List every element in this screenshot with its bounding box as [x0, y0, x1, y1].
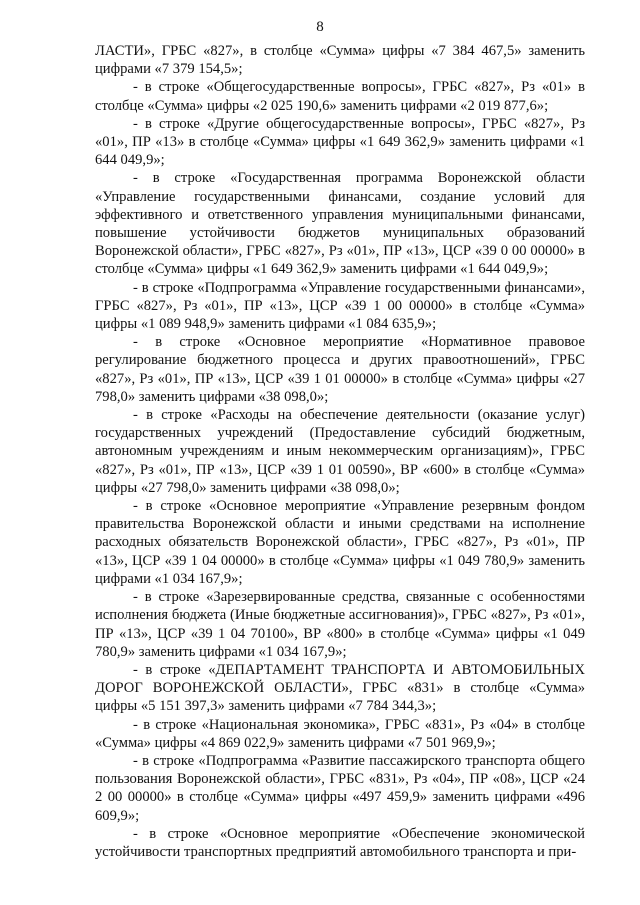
paragraph: - в строке «Расходы на обеспечение деятельности (оказание услуг) государственных учреждений (Предоставление субсидий бюджетным, автономным учреждениям и иным некоммерческим организациям)», ГРБС «827», Рз «01», ПР «13», ЦСР «39 1 01 00590», ВР «600» в столбце «Сумма» цифры «27 798,0» заменить цифрами «38 098,0»;: [95, 407, 585, 496]
paragraph: - в строке «Подпрограмма «Управление государственными финансами», ГРБС «827», Рз «01», ПР «13», ЦСР «39 1 00 00000» в столбце «Сумма» цифры «1 089 948,9» заменить цифрами «1 084 635,9»;: [95, 279, 585, 333]
paragraph: - в строке «Национальная экономика», ГРБС «831», Рз «04» в столбце «Сумма» цифры «4 869 022,9» заменить цифрами «7 501 969,9»;: [95, 716, 585, 751]
document-body: [95, 42, 585, 861]
paragraph: - в строке «Основное мероприятие «Управление резервным фондом правительства Воронежской области и иными средствами на исполнение расходных обязательств Воронежской области», ГРБС «827», Рз «01», ПР «13», ЦСР «39 1 04 00000» в столбце «Сумма» цифры «1 049 780,9» заменить цифрами «1 034 167,9»;: [95, 498, 585, 587]
paragraph: - в строке «Другие общегосударственные вопросы», ГРБС «827», Рз «01», ПР «13» в столбце «Сумма» цифры «1 649 362,9» заменить цифрами «1 644 049,9»;: [95, 115, 585, 169]
paragraph: ЛАСТИ», ГРБС «827», в столбце «Сумма» цифры «7 384 467,5» заменить цифрами «7 379 154,5»;: [95, 43, 585, 78]
page-number: 8: [316, 19, 324, 35]
paragraph: - в строке «Зарезервированные средства, связанные с особенностями исполнения бюджета (Иные бюджетные ассигнования)», ГРБС «827», Рз «01», ПР «13», ЦСР «39 1 04 70100», ВР «800» в столбце «Сумма» цифры «1 049 780,9» заменить цифрами «1 034 167,9»;: [95, 589, 585, 660]
paragraph: - в строке «Основное мероприятие «Нормативное правовое регулирование бюджетного процесса и других правоотношений», ГРБС «827», Рз «01», ПР «13», ЦСР «39 1 01 00000» в столбце «Сумма» цифры «27 798,0» заменить цифрами «38 098,0»;: [95, 334, 585, 405]
paragraph: - в строке «ДЕПАРТАМЕНТ ТРАНСПОРТА И АВТОМОБИЛЬНЫХ ДОРОГ ВОРОНЕЖСКОЙ ОБЛАСТИ», ГРБС «831» в столбце «Сумма» цифры «5 151 397,3» заменить цифрами «7 784 344,3»;: [95, 661, 585, 715]
paragraph: - в строке «Государственная программа Воронежской области «Управление государственными финансами, создание условий для эффективного и ответственного управления муниципальными финансами, повышение устойчивости бюджетов муниципальных образований Воронежской области», ГРБС «827», Рз «01», ПР «13», ЦСР «39 0 00 00000» в столбце «Сумма» цифры «1 649 362,9» заменить цифрами «1 644 049,9»;: [95, 170, 585, 278]
paragraph: - в строке «Общегосударственные вопросы», ГРБС «827», Рз «01» в столбце «Сумма» цифры «2 025 190,6» заменить цифрами «2 019 877,6»;: [95, 79, 585, 114]
paragraph: - в строке «Подпрограмма «Развитие пассажирского транспорта общего пользования Воронежской области», ГРБС «831», Рз «04», ПР «08», ЦСР «24 2 00 00000» в столбце «Сумма» цифры «497 459,9» заменить цифрами «496 609,9»;: [95, 752, 585, 824]
paragraph: - в строке «Основное мероприятие «Обеспечение экономической устойчивости транспортных предприятий автомобильного транспорта и при-: [95, 825, 585, 860]
